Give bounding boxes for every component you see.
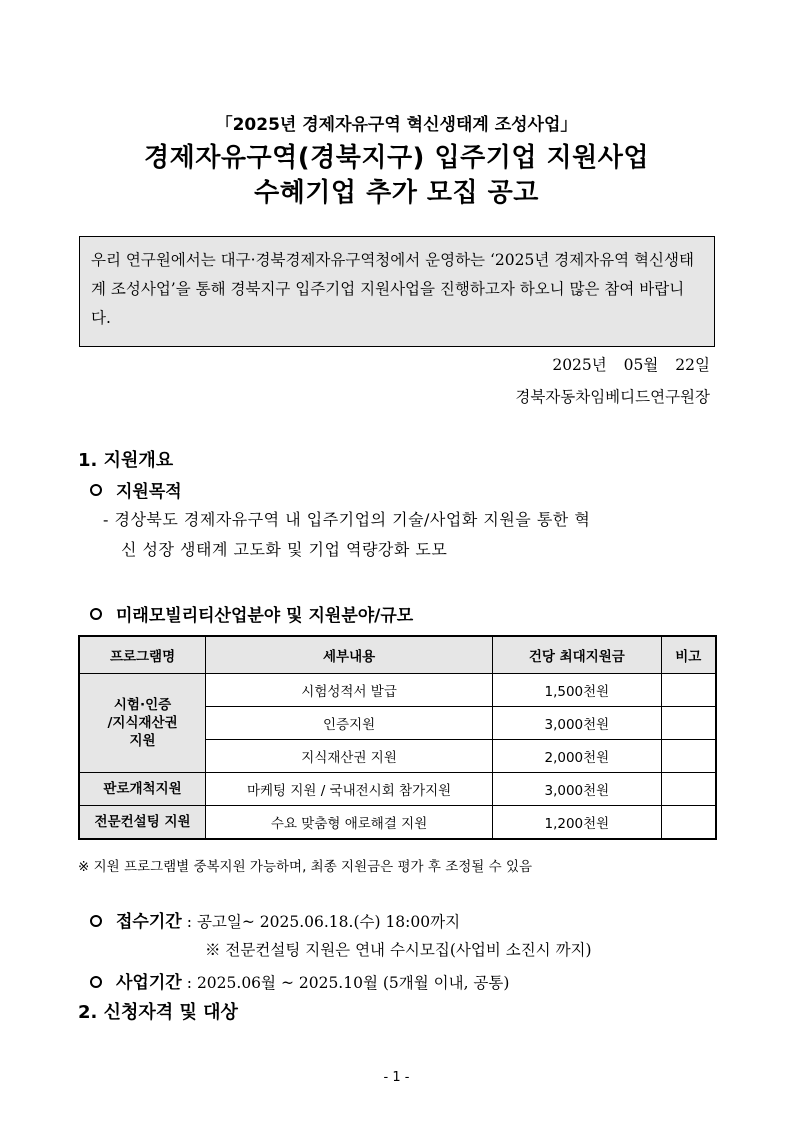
detail-cell: 시험성적서 발급 [206,674,493,707]
amount-cell: 2,000천원 [493,740,662,773]
detail-cell: 마케팅 지원 / 국내전시회 참가지원 [206,773,493,806]
circle-bullet-icon [90,608,102,620]
detail-cell: 수요 맞춤형 애로해결 지원 [206,806,493,839]
note-cell [661,773,716,806]
notice-title-line1: 경제자유구역(경북지구) 입주기업 지원사업 [144,143,649,173]
reception-label: 접수기간 [116,912,182,932]
notice-subtitle: 「2025년 경제자유구역 혁신생태계 조성사업」 [215,115,578,135]
table-note: ※ 지원 프로그램별 중복지원 가능하며, 최종 지원금은 평가 후 조정될 수 있음 [78,859,533,875]
program-label-line: 지원 [129,733,156,749]
purpose-text-line2: 신 성장 생태계 고도화 및 기업 역량강화 도모 [121,540,448,559]
field-heading: 미래모빌리티산업분야 및 지원분야/규모 [116,606,414,626]
header-program: 프로그램명 [79,636,206,674]
organization-name: 경북자동차임베디드연구원장 [515,388,710,406]
period-label: 사업기간 [116,973,182,993]
page-number: - 1 - [383,1070,410,1085]
program-label-line: /지식재산권 [107,715,178,731]
circle-bullet-icon [90,976,102,988]
intro-box: 우리 연구원에서는 대구·경북경제자유구역청에서 운영하는 ‘2025년 경제자유역 혁신생태계 조성사업’을 통해 경북지구 입주기업 지원사업을 진행하고자 하오니 많은 참여 바랍니다. [79,236,715,347]
program-cell-certification [79,674,206,773]
circle-bullet-icon [90,915,102,927]
amount-cell: 1,200천원 [493,806,662,839]
purpose-text-line1: - 경상북도 경제자유구역 내 입주기업의 기술/사업화 지원을 통한 혁 [103,510,591,529]
table-row [79,773,716,806]
note-cell [661,806,716,839]
notice-date: 2025년 05월 22일 [552,356,710,374]
program-label-line: 시험·인증 [113,697,172,713]
amount-cell: 3,000천원 [493,707,662,740]
reception-row [90,907,460,932]
section2-heading: 2. 신청자격 및 대상 [78,1002,238,1023]
table-row [79,674,716,707]
circle-bullet-icon [90,484,102,496]
program-cell-consulting: 전문컨설팅 지원 [79,806,206,839]
reception-note: ※ 전문컨설팅 지원은 연내 수시모집(사업비 소진시 까지) [205,941,592,959]
reception-value: : 공고일~ 2025.06.18.(수) 18:00까지 [186,913,461,931]
purpose-heading: 지원목적 [116,482,182,502]
table-row [79,806,716,839]
detail-cell: 지식재산권 지원 [206,740,493,773]
support-table [78,635,717,840]
header-detail: 세부내용 [206,636,493,674]
header-note: 비고 [661,636,716,674]
period-value: : 2025.06월 ~ 2025.10월 (5개월 이내, 공통) [186,974,510,992]
note-cell [661,674,716,707]
note-cell [661,707,716,740]
notice-title-line2: 수혜기업 추가 모집 공고 [254,178,539,208]
program-cell-marketing: 판로개척지원 [79,773,206,806]
amount-cell: 3,000천원 [493,773,662,806]
section1-heading: 1. 지원개요 [78,450,174,471]
period-row [90,968,509,993]
table-header-row [79,636,716,674]
note-cell [661,740,716,773]
header-amount: 건당 최대지원금 [493,636,662,674]
purpose-heading-row [90,477,182,502]
detail-cell: 인증지원 [206,707,493,740]
amount-cell: 1,500천원 [493,674,662,707]
field-heading-row [90,601,413,626]
